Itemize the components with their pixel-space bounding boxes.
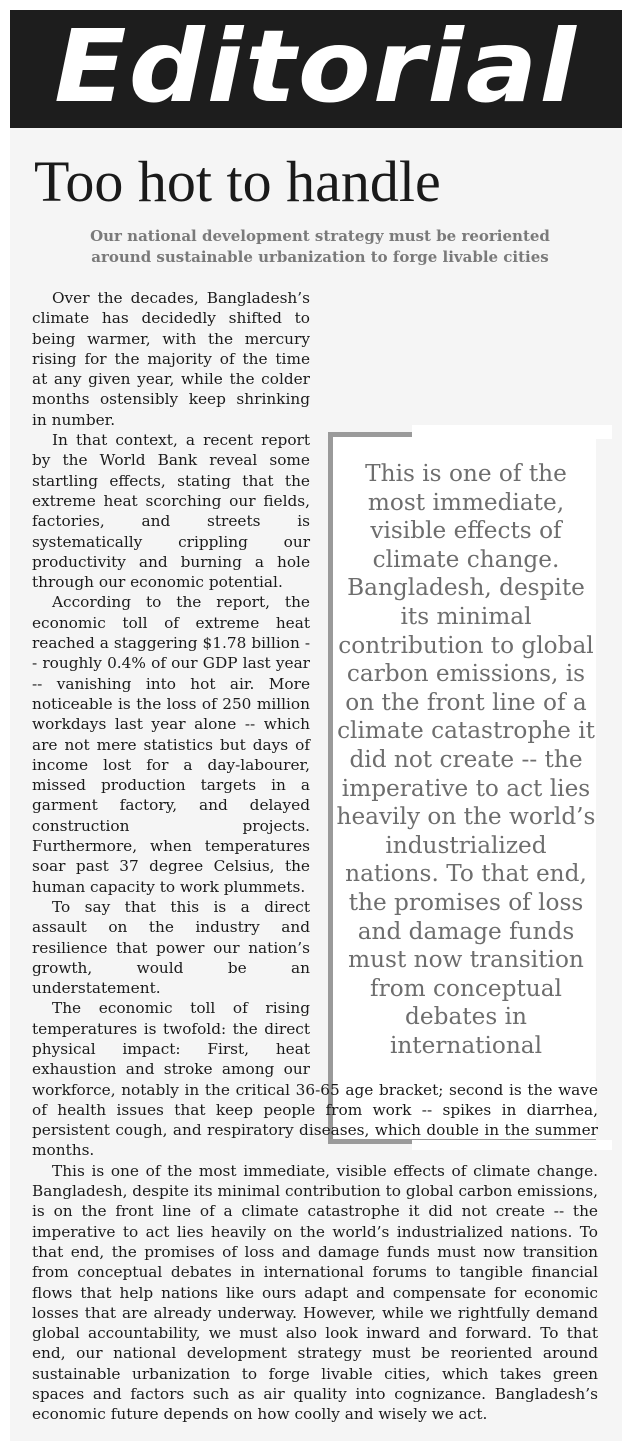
pull-quote-spacer — [316, 292, 598, 1077]
article-standfirst: Our national development strategy must be reoriented around sustainable urbanization to forge livable cities — [90, 227, 550, 266]
pull-quote-text: This is one of the most immediate, visible effects of climate change. Bangladesh, despite its minimal contribution to global carbon emissions, is on the front line of a climate catastrophe it did not create -- the imperative to act lies heavily on the world’s industrialized nations. To that end, the promises of loss and damage funds must now transition from conceptual debates in international — [336, 460, 596, 1059]
article-paragraph: To say that this is a direct assault on the industry and resilience that power our nation’s growth, would be an understatement. — [32, 897, 310, 998]
masthead-banner — [10, 10, 622, 128]
masthead-title: Editorial — [54, 10, 578, 125]
article-paragraph: This is one of the most immediate, visible effects of climate change. Bangladesh, despite its minimal contribution to global carbon emissions, is on the front line of a climate catastrophe it did not create -- the imperative to act lies heavily on the world’s industrialized nations. To that end, the promises of loss and damage funds must now transition from conceptual debates in international forums to tangible financial flows that help nations like ours adapt and compensate for economic losses that are already underway. However, while we rightfully demand global accountability, we must also look inward and forward. To that end, our national development strategy must be reoriented around sustainable urbanization to forge livable cities, which takes green spaces and factors such as air quality into cognizance. Bangladesh’s economic future depends on how coolly and wisely we act. — [32, 1161, 598, 1424]
article-headline: Too hot to handle — [34, 149, 441, 214]
article-paragraph: Over the decades, Bangladesh’s climate has decidedly shifted to being warmer, with the mercury rising for the majority of the time at any given year, while the colder months ostensibly keep shrinking in number. — [32, 289, 310, 429]
article-paragraph: The economic toll of rising temperatures is twofold: the direct physical impact: First, heat exhaustion and stroke among our workforce, notably in the critical 36-65 age bracket; second is the wave of health issues that keep people from work -- spikes in diarrhea, persistent cough, and respiratory diseases, which double in the summer months. — [32, 999, 598, 1160]
article-body — [32, 288, 598, 1425]
article-paragraph: According to the report, the economic toll of extreme heat reached a staggering $1.78 billion -- roughly 0.4% of our GDP last year -- vanishing into hot air. More noticeable is the loss of 250 million workdays last year alone -- which are not mere statistics but days of income lost for a day-labourer, missed production targets in a garment factory, and delayed construction projects. Furthermore, when temperatures soar past 37 degree Celsius, the human capacity to work plummets. — [32, 593, 310, 896]
article-paragraph: In that context, a recent report by the World Bank reveal some startling effects, stating that the extreme heat scorching our fields, factories, and streets is systematically crippling our productivity and burning a hole through our economic potential. — [32, 431, 310, 592]
